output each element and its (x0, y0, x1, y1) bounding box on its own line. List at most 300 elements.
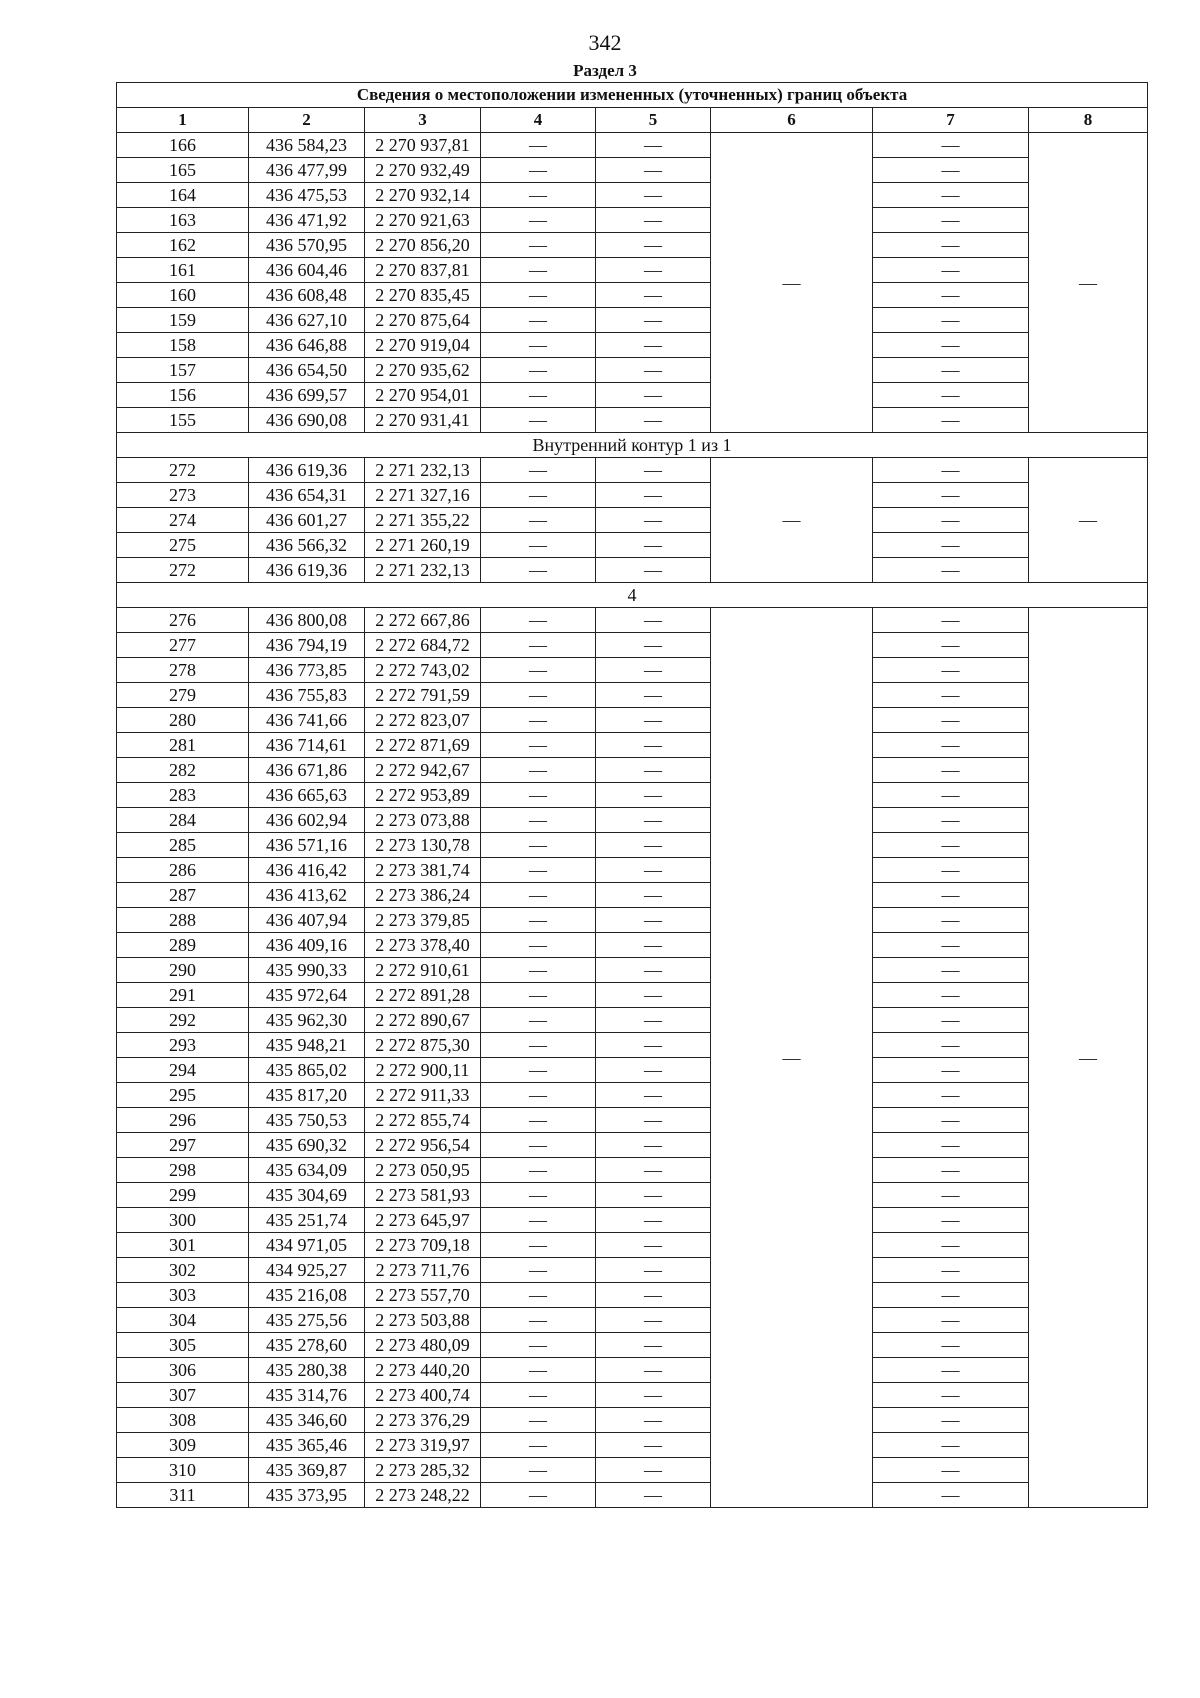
table-row (117, 1058, 1148, 1083)
column-5-cell: — (596, 1108, 711, 1133)
column-5-cell: — (596, 933, 711, 958)
column-7-cell: — (873, 1308, 1029, 1333)
coordinate-x-cell: 436 477,99 (249, 158, 365, 183)
column-7-cell: — (873, 233, 1029, 258)
coordinate-x-cell: 436 699,57 (249, 383, 365, 408)
table-row (117, 358, 1148, 383)
column-5-cell: — (596, 1183, 711, 1208)
column-5-cell: — (596, 808, 711, 833)
column-4-cell: — (481, 1183, 596, 1208)
coordinate-y-cell: 2 273 386,24 (365, 883, 481, 908)
point-number-cell: 283 (117, 783, 249, 808)
coordinate-y-cell: 2 271 232,13 (365, 558, 481, 583)
coordinate-y-cell: 2 272 891,28 (365, 983, 481, 1008)
coordinate-y-cell: 2 270 954,01 (365, 383, 481, 408)
column-5-cell: — (596, 1333, 711, 1358)
column-4-cell: — (481, 533, 596, 558)
column-4-cell: — (481, 1333, 596, 1358)
coordinate-y-cell: 2 273 557,70 (365, 1283, 481, 1308)
coordinate-x-cell: 436 654,50 (249, 358, 365, 383)
column-4-cell: — (481, 1308, 596, 1333)
point-number-cell: 302 (117, 1258, 249, 1283)
coordinate-y-cell: 2 272 823,07 (365, 708, 481, 733)
column-7-cell: — (873, 608, 1029, 633)
section-title: Раздел 3 (573, 61, 637, 80)
column-4-cell: — (481, 408, 596, 433)
contour-label: 4 (117, 583, 1148, 608)
coordinate-x-cell: 436 654,31 (249, 483, 365, 508)
column-5-cell: — (596, 458, 711, 483)
column-4-cell: — (481, 708, 596, 733)
table-row (117, 133, 1148, 158)
column-7-cell: — (873, 1158, 1029, 1183)
coordinate-x-cell: 436 627,10 (249, 308, 365, 333)
coordinate-y-cell: 2 273 319,97 (365, 1433, 481, 1458)
column-7-cell: — (873, 483, 1029, 508)
point-number-cell: 280 (117, 708, 249, 733)
coordinate-x-cell: 434 925,27 (249, 1258, 365, 1283)
coordinate-y-cell: 2 273 130,78 (365, 833, 481, 858)
column-7-cell: — (873, 1408, 1029, 1433)
column-7-cell: — (873, 308, 1029, 333)
table-row (117, 183, 1148, 208)
column-7-cell: — (873, 558, 1029, 583)
column-4-cell: — (481, 1283, 596, 1308)
coordinate-y-cell: 2 273 378,40 (365, 933, 481, 958)
point-number-cell: 286 (117, 858, 249, 883)
point-number-cell: 311 (117, 1483, 249, 1508)
column-7-cell: — (873, 733, 1029, 758)
point-number-cell: 294 (117, 1058, 249, 1083)
column-7-cell: — (873, 1008, 1029, 1033)
point-number-cell: 288 (117, 908, 249, 933)
coordinate-x-cell: 435 373,95 (249, 1483, 365, 1508)
table-row (117, 1458, 1148, 1483)
column-5-cell: — (596, 283, 711, 308)
contour-label-row (117, 583, 1148, 608)
column-7-cell: — (873, 1483, 1029, 1508)
coordinate-y-cell: 2 270 921,63 (365, 208, 481, 233)
coordinate-y-cell: 2 273 248,22 (365, 1483, 481, 1508)
column-6-merged-cell: — (711, 608, 873, 1508)
column-7-cell: — (873, 1433, 1029, 1458)
column-4-cell: — (481, 758, 596, 783)
column-4-cell: — (481, 383, 596, 408)
column-4-cell: — (481, 983, 596, 1008)
column-4-cell: — (481, 783, 596, 808)
column-7-cell: — (873, 1383, 1029, 1408)
column-7-cell: — (873, 958, 1029, 983)
column-7-cell: — (873, 133, 1029, 158)
point-number-cell: 276 (117, 608, 249, 633)
table-row (117, 1008, 1148, 1033)
coordinate-y-cell: 2 273 400,74 (365, 1383, 481, 1408)
coordinate-y-cell: 2 273 440,20 (365, 1358, 481, 1383)
coordinate-x-cell: 435 280,38 (249, 1358, 365, 1383)
point-number-cell: 303 (117, 1283, 249, 1308)
coordinate-x-cell: 435 750,53 (249, 1108, 365, 1133)
point-number-cell: 309 (117, 1433, 249, 1458)
coordinate-x-cell: 436 646,88 (249, 333, 365, 358)
column-7-cell: — (873, 908, 1029, 933)
point-number-cell: 296 (117, 1108, 249, 1133)
column-5-cell: — (596, 158, 711, 183)
coordinate-y-cell: 2 272 791,59 (365, 683, 481, 708)
column-4-cell: — (481, 308, 596, 333)
point-number-cell: 159 (117, 308, 249, 333)
table-row (117, 483, 1148, 508)
column-4-cell: — (481, 733, 596, 758)
point-number-cell: 157 (117, 358, 249, 383)
column-4-cell: — (481, 633, 596, 658)
coordinate-y-cell: 2 273 711,76 (365, 1258, 481, 1283)
table-row (117, 333, 1148, 358)
coordinate-x-cell: 435 990,33 (249, 958, 365, 983)
column-7-cell: — (873, 1083, 1029, 1108)
column-5-cell: — (596, 1158, 711, 1183)
column-4-cell: — (481, 808, 596, 833)
coordinate-x-cell: 436 619,36 (249, 458, 365, 483)
column-5-cell: — (596, 258, 711, 283)
column-7-cell: — (873, 658, 1029, 683)
contour-label: Внутренний контур 1 из 1 (117, 433, 1148, 458)
table-row (117, 258, 1148, 283)
table-row (117, 858, 1148, 883)
table-row (117, 1033, 1148, 1058)
column-4-cell: — (481, 233, 596, 258)
column-4-cell: — (481, 608, 596, 633)
column-4-cell: — (481, 458, 596, 483)
column-5-cell: — (596, 958, 711, 983)
column-5-cell: — (596, 1433, 711, 1458)
table-row (117, 633, 1148, 658)
column-5-cell: — (596, 1258, 711, 1283)
column-4-cell: — (481, 158, 596, 183)
column-5-cell: — (596, 783, 711, 808)
coordinate-x-cell: 436 773,85 (249, 658, 365, 683)
column-4-cell: — (481, 1158, 596, 1183)
column-5-cell: — (596, 233, 711, 258)
table-row (117, 733, 1148, 758)
table-row (117, 1358, 1148, 1383)
table-row (117, 1133, 1148, 1158)
column-4-cell: — (481, 908, 596, 933)
coordinate-y-cell: 2 273 381,74 (365, 858, 481, 883)
column-5-cell: — (596, 533, 711, 558)
column-7-cell: — (873, 1133, 1029, 1158)
column-7-cell: — (873, 333, 1029, 358)
point-number-cell: 304 (117, 1308, 249, 1333)
column-4-cell: — (481, 283, 596, 308)
column-4-cell: — (481, 1458, 596, 1483)
point-number-cell: 308 (117, 1408, 249, 1433)
point-number-cell: 306 (117, 1358, 249, 1383)
coordinate-x-cell: 436 794,19 (249, 633, 365, 658)
point-number-cell: 281 (117, 733, 249, 758)
column-4-cell: — (481, 958, 596, 983)
column-4-cell: — (481, 1383, 596, 1408)
point-number-cell: 290 (117, 958, 249, 983)
column-7-cell: — (873, 1108, 1029, 1133)
coordinate-x-cell: 436 602,94 (249, 808, 365, 833)
column-7-cell: — (873, 358, 1029, 383)
table-row (117, 1408, 1148, 1433)
coordinate-y-cell: 2 273 376,29 (365, 1408, 481, 1433)
table-row (117, 533, 1148, 558)
coordinate-y-cell: 2 270 835,45 (365, 283, 481, 308)
table-row (117, 958, 1148, 983)
table-row (117, 208, 1148, 233)
column-4-cell: — (481, 1008, 596, 1033)
table-caption: Сведения о местоположении измененных (уточненных) границ объекта (117, 83, 1148, 108)
table-row (117, 983, 1148, 1008)
column-4-cell: — (481, 1408, 596, 1433)
table-row (117, 1333, 1148, 1358)
column-7-cell: — (873, 883, 1029, 908)
column-4-cell: — (481, 1058, 596, 1083)
table-row (117, 1283, 1148, 1308)
column-5-cell: — (596, 1358, 711, 1383)
column-header-row (117, 108, 1148, 133)
point-number-cell: 272 (117, 458, 249, 483)
coordinate-y-cell: 2 272 743,02 (365, 658, 481, 683)
column-5-cell: — (596, 1233, 711, 1258)
column-5-cell: — (596, 358, 711, 383)
column-7-cell: — (873, 1183, 1029, 1208)
coordinate-y-cell: 2 273 645,97 (365, 1208, 481, 1233)
column-5-cell: — (596, 508, 711, 533)
column-4-cell: — (481, 933, 596, 958)
column-7-cell: — (873, 208, 1029, 233)
table-row (117, 833, 1148, 858)
column-5-cell: — (596, 858, 711, 883)
coordinate-x-cell: 436 471,92 (249, 208, 365, 233)
column-4-cell: — (481, 1358, 596, 1383)
table-row (117, 158, 1148, 183)
column-4-cell: — (481, 1233, 596, 1258)
column-5-cell: — (596, 408, 711, 433)
coordinate-y-cell: 2 273 285,32 (365, 1458, 481, 1483)
coordinate-x-cell: 435 251,74 (249, 1208, 365, 1233)
point-number-cell: 277 (117, 633, 249, 658)
column-7-cell: — (873, 633, 1029, 658)
point-number-cell: 164 (117, 183, 249, 208)
column-7-cell: — (873, 458, 1029, 483)
column-5-cell: — (596, 708, 711, 733)
column-4-cell: — (481, 483, 596, 508)
column-5-cell: — (596, 558, 711, 583)
coordinate-y-cell: 2 271 232,13 (365, 458, 481, 483)
coordinate-x-cell: 435 972,64 (249, 983, 365, 1008)
coordinate-y-cell: 2 270 932,49 (365, 158, 481, 183)
table-row (117, 658, 1148, 683)
coordinate-x-cell: 435 275,56 (249, 1308, 365, 1333)
column-4-cell: — (481, 358, 596, 383)
coordinate-x-cell: 435 948,21 (249, 1033, 365, 1058)
table-body (117, 133, 1148, 1508)
column-5-cell: — (596, 833, 711, 858)
column-7-cell: — (873, 758, 1029, 783)
point-number-cell: 278 (117, 658, 249, 683)
coordinate-y-cell: 2 272 956,54 (365, 1133, 481, 1158)
column-7-cell: — (873, 1233, 1029, 1258)
column-7-cell: — (873, 533, 1029, 558)
point-number-cell: 272 (117, 558, 249, 583)
column-5-cell: — (596, 983, 711, 1008)
coordinate-y-cell: 2 273 073,88 (365, 808, 481, 833)
point-number-cell: 291 (117, 983, 249, 1008)
coordinate-x-cell: 435 690,32 (249, 1133, 365, 1158)
column-header: 6 (711, 108, 873, 133)
column-5-cell: — (596, 1408, 711, 1433)
column-4-cell: — (481, 1433, 596, 1458)
column-4-cell: — (481, 883, 596, 908)
coordinate-x-cell: 435 346,60 (249, 1408, 365, 1433)
coordinate-y-cell: 2 270 935,62 (365, 358, 481, 383)
column-4-cell: — (481, 558, 596, 583)
column-7-cell: — (873, 933, 1029, 958)
point-number-cell: 156 (117, 383, 249, 408)
column-7-cell: — (873, 708, 1029, 733)
point-number-cell: 279 (117, 683, 249, 708)
point-number-cell: 285 (117, 833, 249, 858)
table-row (117, 758, 1148, 783)
column-5-cell: — (596, 733, 711, 758)
column-5-cell: — (596, 208, 711, 233)
table-row (117, 1083, 1148, 1108)
point-number-cell: 310 (117, 1458, 249, 1483)
coordinate-x-cell: 436 714,61 (249, 733, 365, 758)
coordinate-x-cell: 436 671,86 (249, 758, 365, 783)
column-7-cell: — (873, 1283, 1029, 1308)
coordinate-x-cell: 436 407,94 (249, 908, 365, 933)
column-5-cell: — (596, 1058, 711, 1083)
column-header: 2 (249, 108, 365, 133)
column-5-cell: — (596, 308, 711, 333)
table-row (117, 508, 1148, 533)
coordinate-x-cell: 436 409,16 (249, 933, 365, 958)
coordinate-y-cell: 2 270 932,14 (365, 183, 481, 208)
coordinate-x-cell: 435 865,02 (249, 1058, 365, 1083)
table-row (117, 1308, 1148, 1333)
point-number-cell: 163 (117, 208, 249, 233)
point-number-cell: 292 (117, 1008, 249, 1033)
coordinate-x-cell: 436 570,95 (249, 233, 365, 258)
point-number-cell: 299 (117, 1183, 249, 1208)
point-number-cell: 293 (117, 1033, 249, 1058)
column-7-cell: — (873, 158, 1029, 183)
coordinate-y-cell: 2 272 890,67 (365, 1008, 481, 1033)
coordinate-y-cell: 2 272 900,11 (365, 1058, 481, 1083)
point-number-cell: 300 (117, 1208, 249, 1233)
column-4-cell: — (481, 208, 596, 233)
coordinate-x-cell: 435 962,30 (249, 1008, 365, 1033)
column-8-merged-cell: — (1029, 608, 1148, 1508)
point-number-cell: 274 (117, 508, 249, 533)
column-5-cell: — (596, 1383, 711, 1408)
column-7-cell: — (873, 808, 1029, 833)
coordinate-y-cell: 2 270 937,81 (365, 133, 481, 158)
column-4-cell: — (481, 133, 596, 158)
table-row (117, 1208, 1148, 1233)
coordinate-y-cell: 2 273 050,95 (365, 1158, 481, 1183)
table-row (117, 458, 1148, 483)
point-number-cell: 287 (117, 883, 249, 908)
coordinate-y-cell: 2 272 953,89 (365, 783, 481, 808)
column-header: 7 (873, 108, 1029, 133)
coordinate-x-cell: 435 278,60 (249, 1333, 365, 1358)
point-number-cell: 307 (117, 1383, 249, 1408)
column-5-cell: — (596, 1083, 711, 1108)
coordinate-y-cell: 2 271 260,19 (365, 533, 481, 558)
column-4-cell: — (481, 1258, 596, 1283)
coordinate-x-cell: 436 571,16 (249, 833, 365, 858)
boundary-coordinates-table (116, 82, 1148, 1508)
contour-label-row (117, 433, 1148, 458)
coordinate-x-cell: 435 314,76 (249, 1383, 365, 1408)
table-row (117, 283, 1148, 308)
column-5-cell: — (596, 333, 711, 358)
column-7-cell: — (873, 1208, 1029, 1233)
column-4-cell: — (481, 658, 596, 683)
coordinate-x-cell: 435 817,20 (249, 1083, 365, 1108)
column-7-cell: — (873, 1258, 1029, 1283)
column-5-cell: — (596, 183, 711, 208)
column-7-cell: — (873, 183, 1029, 208)
table-row (117, 308, 1148, 333)
coordinate-x-cell: 435 634,09 (249, 1158, 365, 1183)
column-7-cell: — (873, 1333, 1029, 1358)
coordinate-y-cell: 2 270 856,20 (365, 233, 481, 258)
column-4-cell: — (481, 833, 596, 858)
table-row (117, 1258, 1148, 1283)
column-4-cell: — (481, 1083, 596, 1108)
coordinate-x-cell: 436 690,08 (249, 408, 365, 433)
column-4-cell: — (481, 508, 596, 533)
column-4-cell: — (481, 1133, 596, 1158)
column-header: 4 (481, 108, 596, 133)
table-row (117, 383, 1148, 408)
column-5-cell: — (596, 683, 711, 708)
column-4-cell: — (481, 333, 596, 358)
table-row (117, 933, 1148, 958)
column-5-cell: — (596, 1483, 711, 1508)
table-row (117, 1108, 1148, 1133)
column-5-cell: — (596, 1133, 711, 1158)
point-number-cell: 284 (117, 808, 249, 833)
coordinate-y-cell: 2 273 503,88 (365, 1308, 481, 1333)
column-6-merged-cell: — (711, 133, 873, 433)
point-number-cell: 297 (117, 1133, 249, 1158)
column-7-cell: — (873, 383, 1029, 408)
coordinate-x-cell: 436 475,53 (249, 183, 365, 208)
column-5-cell: — (596, 1208, 711, 1233)
column-5-cell: — (596, 608, 711, 633)
column-7-cell: — (873, 833, 1029, 858)
column-7-cell: — (873, 1358, 1029, 1383)
table-row (117, 708, 1148, 733)
column-7-cell: — (873, 683, 1029, 708)
column-7-cell: — (873, 258, 1029, 283)
table-row (117, 1483, 1148, 1508)
column-5-cell: — (596, 1033, 711, 1058)
coordinate-y-cell: 2 272 942,67 (365, 758, 481, 783)
point-number-cell: 305 (117, 1333, 249, 1358)
table-row (117, 1433, 1148, 1458)
column-7-cell: — (873, 1033, 1029, 1058)
column-8-merged-cell: — (1029, 458, 1148, 583)
column-7-cell: — (873, 1058, 1029, 1083)
